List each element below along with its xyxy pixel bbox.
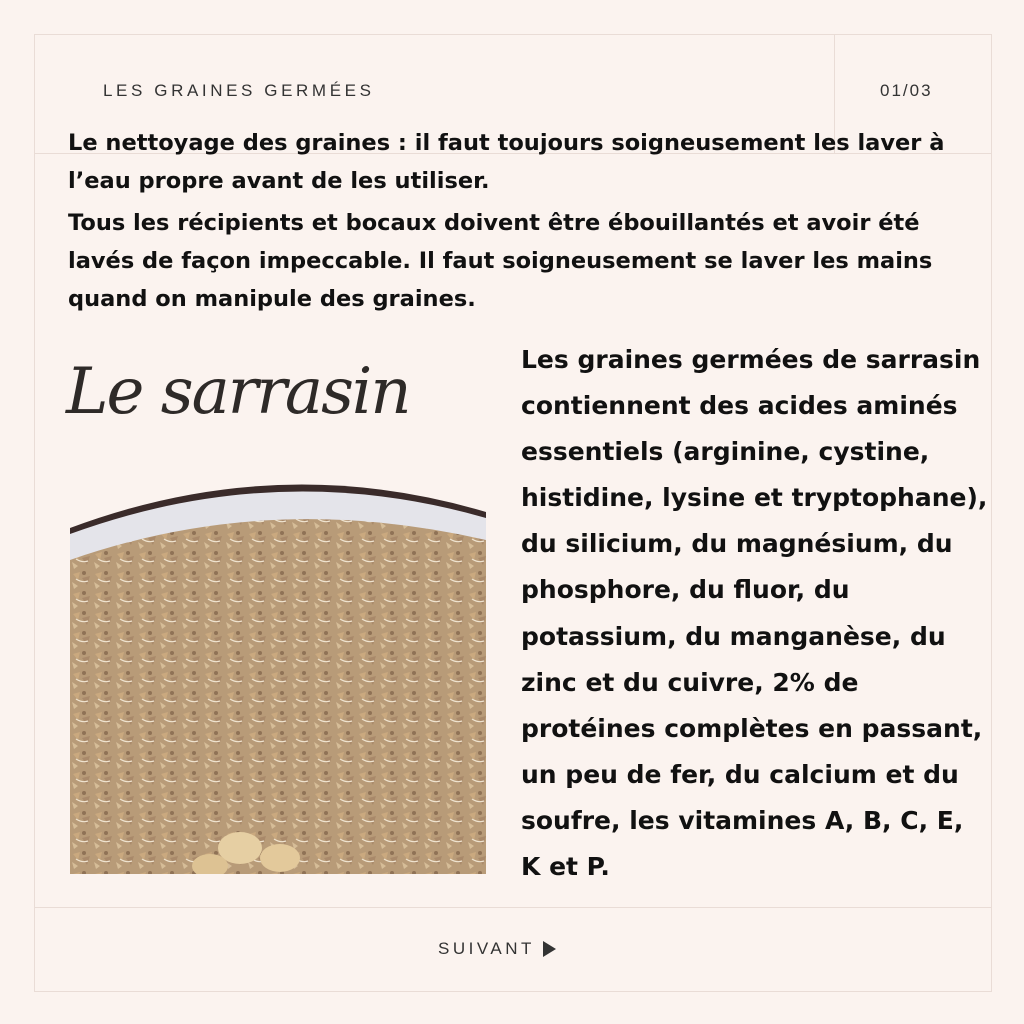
play-triangle-icon (543, 941, 556, 957)
intro-paragraph-cleaning: Le nettoyage des graines : il faut toujours soigneusement les laver à l’eau propre avant de les utiliser. (68, 130, 945, 194)
series-title: LES GRAINES GERMÉES (103, 81, 375, 100)
intro-text (68, 124, 988, 322)
sprouted-buckwheat-photo (70, 470, 486, 874)
intro-paragraph-hygiene: Tous les récipients et bocaux doivent être ébouillantés et avoir été lavés de façon impeccable. Il faut soigneusement se laver les mains quand on manipule des graines. (68, 210, 933, 312)
next-button-label: SUIVANT (438, 939, 535, 958)
page-number: 01/03 (880, 81, 933, 100)
footer-divider (34, 907, 991, 908)
section-title: Le sarrasin (66, 355, 410, 429)
next-button[interactable] (438, 939, 556, 959)
section-body: Les graines germées de sarrasin contiennent des acides aminés essentiels (arginine, cystine, histidine, lysine et tryptophane), du silicium, du magnésium, du phosphore, du fluor, du potassium, du manganèse, du zinc et du cuivre, 2% de protéines complètes en passant, un peu de fer, du calcium et du soufre, les vitamines A, B, C, E, K et P. (521, 345, 988, 882)
